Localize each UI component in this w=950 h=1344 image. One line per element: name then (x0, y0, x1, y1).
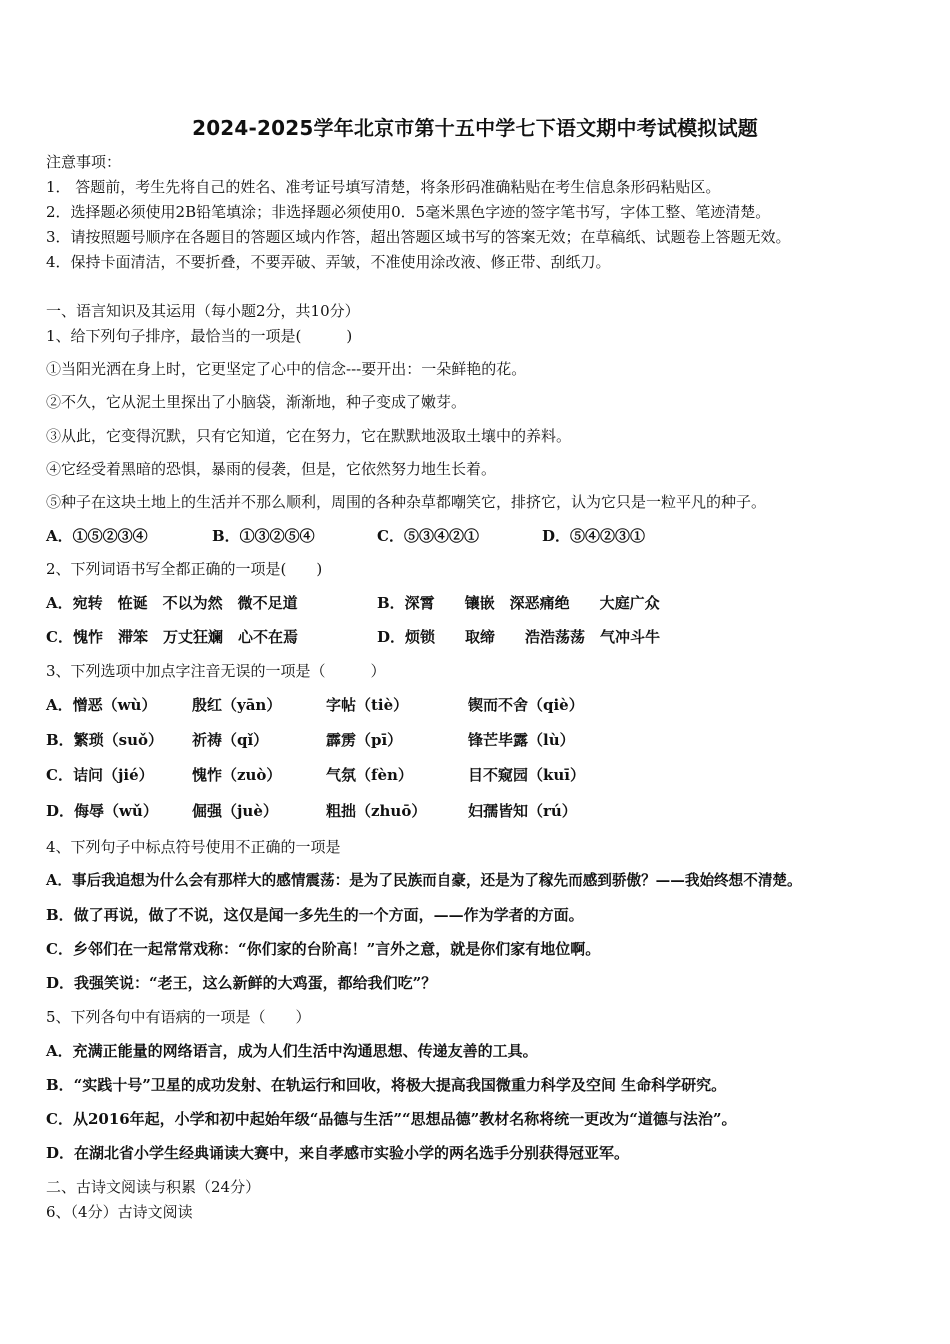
q1-option-b[interactable]: B．①③②⑤④ (212, 527, 315, 545)
q2-stem: 2、下列词语书写全都正确的一项是( ) (46, 560, 323, 578)
notice-item: 4．保持卡面清洁，不要折叠，不要弄破、弄皱，不准使用涂改液、修正带、刮纸刀。 (46, 253, 611, 271)
q3-item: 锲而不舍（qiè） (468, 696, 584, 714)
q4-option-d[interactable]: D．我强笑说：“老王，这么新鲜的大鸡蛋，都给我们吃”？ (46, 974, 437, 992)
q3-item: 殷红（yān） (192, 696, 282, 714)
q4-option-a[interactable]: A．事后我追想为什么会有那样大的感情震荡：是为了民族而自豪，还是为了稼先而感到骄傲？——我始终想不清楚。 (46, 872, 802, 889)
q4-stem: 4、下列句子中标点符号使用不正确的一项是 (46, 838, 341, 856)
notice-heading: 注意事项： (46, 153, 122, 171)
notice-item: 3．请按照题号顺序在各题目的答题区域内作答，超出答题区域书写的答案无效；在草稿纸、试题卷上答题无效。 (46, 228, 791, 246)
q1-stem: 1、给下列句子排序，最恰当的一项是( ) (46, 327, 353, 345)
q3-item: 气氛（fèn） (326, 766, 413, 784)
q3-option-c[interactable]: C．诘问（jié） (46, 766, 154, 784)
q2-option-d[interactable]: D．烦锁 取缔 浩浩荡荡 气冲斗牛 (377, 628, 661, 646)
page-title: 2024-2025学年北京市第十五中学七下语文期中考试模拟试题 (192, 116, 758, 140)
q2-option-c[interactable]: C．愧怍 滞笨 万丈狂斓 心不在焉 (46, 628, 298, 646)
q1-sentence: ③从此，它变得沉默，只有它知道，它在努力，它在默默地汲取土壤中的养料。 (46, 427, 572, 445)
q3-item: 目不窥园（kuī） (468, 766, 585, 784)
q3-item: 锋芒毕露（lù） (468, 731, 575, 749)
q3-item: 愧怍（zuò） (192, 766, 282, 784)
q3-item: 倔强（juè） (192, 802, 278, 820)
q6-stem: 6、（4分）古诗文阅读 (46, 1203, 193, 1221)
q3-item: 霹雳（pī） (326, 731, 403, 749)
q3-item: 祈祷（qǐ） (192, 731, 269, 749)
q5-option-d[interactable]: D．在湖北省小学生经典诵读大赛中，来自孝感市实验小学的两名选手分别获得冠亚军。 (46, 1144, 630, 1162)
q1-sentence: ②不久，它从泥土里探出了小脑袋，渐渐地，种子变成了嫩芽。 (46, 393, 467, 411)
section1-heading: 一、语言知识及其运用（每小题2分，共10分） (46, 302, 360, 320)
section2-heading: 二、古诗文阅读与积累（24分） (46, 1178, 261, 1196)
notice-item: 1． 答题前，考生先将自己的姓名、准考证号填写清楚，将条形码准确粘贴在考生信息条形码粘贴区。 (46, 178, 721, 196)
q5-option-a[interactable]: A．充满正能量的网络语言，成为人们生活中沟通思想、传递友善的工具。 (46, 1042, 538, 1060)
q1-option-a[interactable]: A．①⑤②③④ (46, 527, 148, 545)
q3-option-d[interactable]: D．侮辱（wǔ） (46, 802, 158, 820)
q5-option-b[interactable]: B．“实践十号”卫星的成功发射、在轨运行和回收，将极大提高我国微重力科学及空间 生命科学研究。 (46, 1076, 727, 1094)
q1-sentence: ④它经受着黑暗的恐惧，暴雨的侵袭，但是，它依然努力地生长着。 (46, 460, 497, 478)
q4-option-b[interactable]: B．做了再说，做了不说，这仅是闻一多先生的一个方面，——作为学者的方面。 (46, 906, 584, 924)
q1-sentence: ①当阳光洒在身上时，它更坚定了心中的信念---要开出：一朵鲜艳的花。 (46, 360, 527, 378)
q5-stem: 5、下列各句中有语病的一项是（ ） (46, 1008, 311, 1026)
q3-option-b[interactable]: B．繁琐（suǒ） (46, 731, 164, 749)
q3-item: 字帖（tiè） (326, 696, 409, 714)
q3-stem: 3、下列选项中加点字注音无误的一项是（ ） (46, 662, 386, 680)
q1-sentence: ⑤种子在这块土地上的生活并不那么顺利，周围的各种杂草都嘲笑它，排挤它，认为它只是一粒平凡的种子。 (46, 493, 767, 511)
q1-option-d[interactable]: D．⑤④②③① (542, 527, 646, 545)
q2-option-b[interactable]: B．深霄 镶嵌 深恶痛绝 大庭广众 (377, 594, 660, 612)
q4-option-c[interactable]: C．乡邻们在一起常常戏称：“你们家的台阶高！”言外之意，就是你们家有地位啊。 (46, 940, 601, 958)
notice-item: 2．选择题必须使用2B铅笔填涂；非选择题必须使用0．5毫米黑色字迹的签字笔书写，字体工整、笔迹清楚。 (46, 203, 771, 221)
q3-option-a[interactable]: A．憎恶（wù） (46, 696, 157, 714)
q3-item: 粗拙（zhuō） (326, 802, 427, 820)
q1-option-c[interactable]: C．⑤③④②① (377, 527, 479, 545)
q5-option-c[interactable]: C．从2016年起，小学和初中起始年级“品德与生活”“思想品德”教材名称将统一更改为“道德与法治”。 (46, 1110, 737, 1128)
q2-option-a[interactable]: A．宛转 恠诞 不以为然 微不足道 (46, 594, 298, 612)
q3-item: 妇孺皆知（rú） (468, 802, 577, 820)
